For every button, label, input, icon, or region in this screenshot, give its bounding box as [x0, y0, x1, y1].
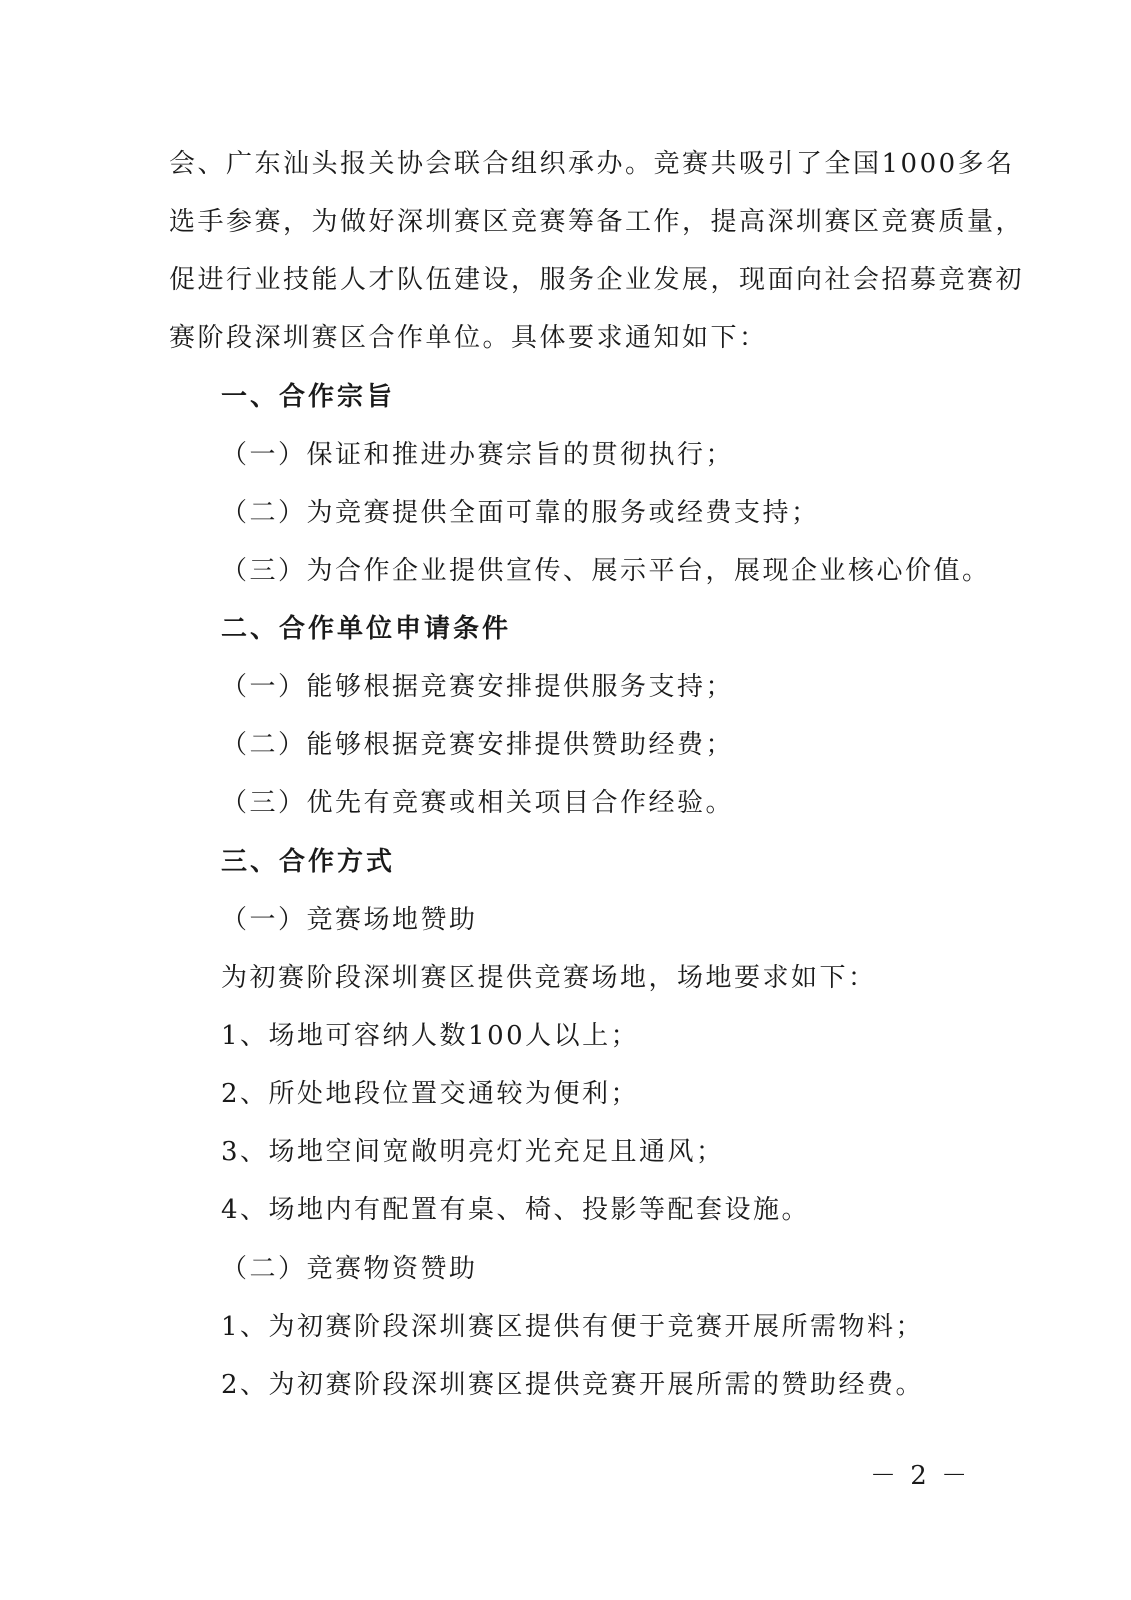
- page-number: － 2 －: [870, 1461, 971, 1491]
- section-3-sub-1-title: （一）竞赛场地赞助: [221, 905, 478, 935]
- section-3-sub-2-title: （二）竞赛物资赞助: [221, 1254, 478, 1284]
- material-sponsorship-2: 2、为初赛阶段深圳赛区提供竞赛开展所需的赞助经费。: [221, 1370, 925, 1400]
- intro-line-4: 赛阶段深圳赛区合作单位。具体要求通知如下：: [169, 323, 768, 353]
- section-1-item-1: （一）保证和推进办赛宗旨的贯彻执行；: [221, 440, 735, 470]
- section-3-heading: 三、合作方式: [221, 847, 396, 877]
- intro-line-1: 会、广东汕头报关协会联合组织承办。竞赛共吸引了全国1000多名: [169, 149, 1015, 179]
- intro-line-2: 选手参赛，为做好深圳赛区竞赛筹备工作，提高深圳赛区竞赛质量，: [169, 207, 1025, 237]
- venue-requirement-3: 3、场地空间宽敞明亮灯光充足且通风；: [221, 1137, 725, 1167]
- material-sponsorship-1: 1、为初赛阶段深圳赛区提供有便于竞赛开展所需物料；: [221, 1312, 925, 1342]
- section-1-heading: 一、合作宗旨: [221, 382, 396, 412]
- venue-requirement-2: 2、所处地段位置交通较为便利；: [221, 1079, 640, 1109]
- venue-requirement-4: 4、场地内有配置有桌、椅、投影等配套设施。: [221, 1195, 811, 1225]
- section-1-item-2: （二）为竞赛提供全面可靠的服务或经费支持；: [221, 498, 820, 528]
- section-2-item-3: （三）优先有竞赛或相关项目合作经验。: [221, 788, 735, 818]
- section-2-item-1: （一）能够根据竞赛安排提供服务支持；: [221, 672, 735, 702]
- section-2-heading: 二、合作单位申请条件: [221, 614, 512, 644]
- intro-line-3: 促进行业技能人才队伍建设，服务企业发展，现面向社会招募竞赛初: [169, 265, 1025, 295]
- venue-requirement-1: 1、场地可容纳人数100人以上；: [221, 1021, 640, 1051]
- section-2-item-2: （二）能够根据竞赛安排提供赞助经费；: [221, 730, 735, 760]
- section-1-item-3: （三）为合作企业提供宣传、展示平台，展现企业核心价值。: [221, 556, 991, 586]
- section-3-sub-1-desc: 为初赛阶段深圳赛区提供竞赛场地，场地要求如下：: [221, 963, 877, 993]
